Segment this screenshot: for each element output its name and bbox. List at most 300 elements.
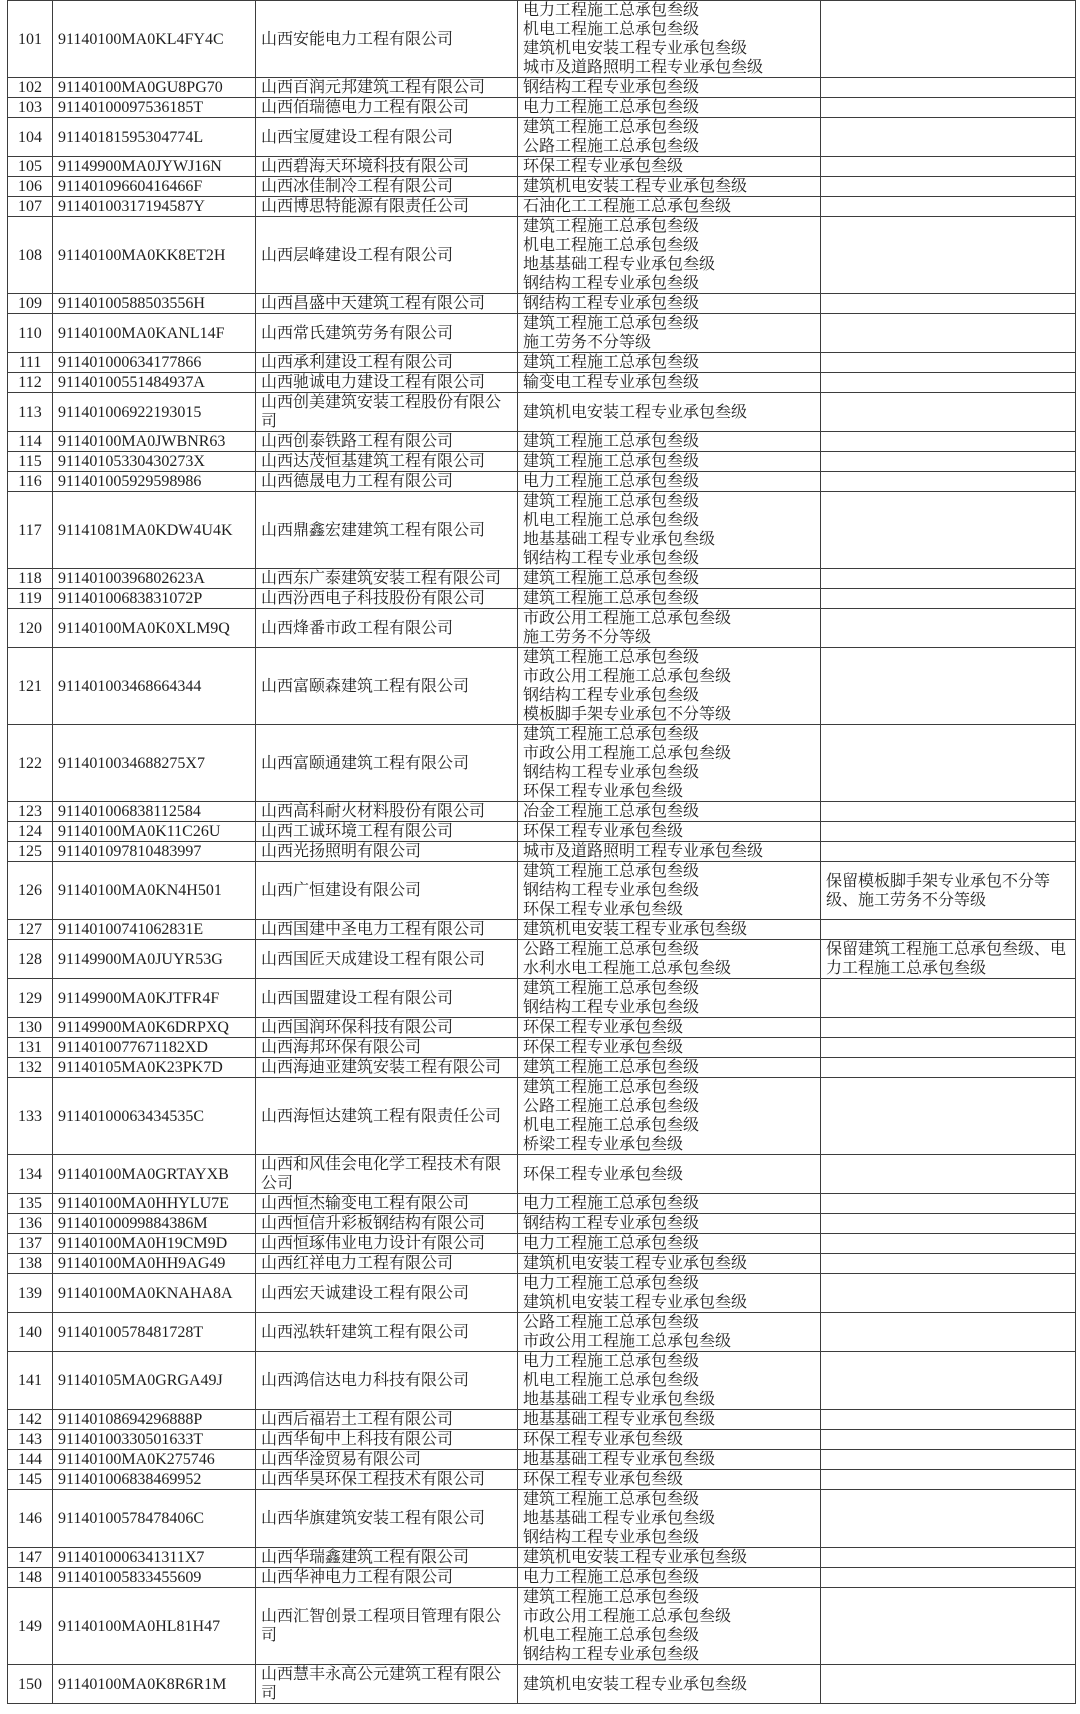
qualifications-cell [518, 862, 821, 920]
credit-code-cell: 91149900MA0KJTFR4F [53, 979, 256, 1018]
table-row [8, 609, 1076, 648]
remarks-cell [821, 725, 1076, 802]
table-row [8, 1058, 1076, 1078]
company-name-cell: 山西百润元邦建筑工程有限公司 [256, 78, 518, 98]
qualification-line: 钢结构工程专业承包叁级 [523, 687, 700, 704]
qualification-line: 环保工程专业承包叁级 [523, 783, 684, 800]
company-name-cell: 山西恒杰输变电工程有限公司 [256, 1194, 518, 1214]
remarks-cell [821, 1470, 1076, 1490]
qualifications-cell [518, 822, 821, 842]
qualification-line: 地基基础工程专业承包叁级 [523, 1510, 716, 1527]
company-name-cell: 山西华甸中上科技有限公司 [256, 1430, 518, 1450]
row-number-cell: 148 [8, 1568, 53, 1588]
credit-code-cell: 9114010006341311X7 [53, 1548, 256, 1568]
company-name-cell: 山西红祥电力工程有限公司 [256, 1254, 518, 1274]
qualification-line: 电力工程施工总承包叁级 [523, 473, 700, 490]
remarks-cell [821, 118, 1076, 157]
credit-code-cell: 91140100317194587Y [53, 197, 256, 217]
remarks-cell [821, 1078, 1076, 1155]
credit-code-cell: 91140100MA0H19CM9D [53, 1234, 256, 1254]
credit-code-cell: 91149900MA0JYWJ16N [53, 157, 256, 177]
qualifications-cell [518, 1155, 821, 1194]
company-name-cell: 山西华瑞鑫建筑工程有限公司 [256, 1548, 518, 1568]
qualification-line: 建筑工程施工总承包叁级 [523, 1491, 700, 1508]
qualifications-cell [518, 1058, 821, 1078]
remarks-cell [821, 432, 1076, 452]
qualifications-cell [518, 979, 821, 1018]
qualification-line: 建筑工程施工总承包叁级 [523, 590, 700, 607]
qualification-line: 钢结构工程专业承包叁级 [523, 1215, 700, 1232]
remarks-cell [821, 609, 1076, 648]
qualification-line: 建筑工程施工总承包叁级 [523, 1079, 700, 1096]
remarks-cell [821, 98, 1076, 118]
remarks-cell [821, 353, 1076, 373]
row-number-cell: 147 [8, 1548, 53, 1568]
table-row [8, 1078, 1076, 1155]
row-number-cell: 131 [8, 1038, 53, 1058]
table-row [8, 842, 1076, 862]
company-name-cell: 山西恒信升彩板钢结构有限公司 [256, 1214, 518, 1234]
qualifications-cell [518, 98, 821, 118]
qualification-line: 机电工程施工总承包叁级 [523, 1372, 700, 1389]
qualifications-cell [518, 1410, 821, 1430]
qualification-line: 电力工程施工总承包叁级 [523, 1353, 700, 1370]
company-name-cell: 山西鼎鑫宏建建筑工程有限公司 [256, 492, 518, 569]
credit-code-cell: 91140100330501633T [53, 1430, 256, 1450]
remarks-cell [821, 314, 1076, 353]
remarks-cell [821, 492, 1076, 569]
qualification-line: 建筑工程施工总承包叁级 [523, 354, 700, 371]
qualifications-cell [518, 78, 821, 98]
qualification-line: 建筑机电安装工程专业承包叁级 [523, 1675, 748, 1693]
remarks-cell [821, 648, 1076, 725]
table-row [8, 920, 1076, 940]
company-name-cell: 山西海迪亚建筑安装工程有限公司 [256, 1058, 518, 1078]
qualification-line: 钢结构工程专业承包叁级 [523, 882, 700, 899]
qualification-line: 水利水电工程施工总承包叁级 [523, 960, 732, 977]
qualification-line: 建筑机电安装工程专业承包叁级 [523, 1255, 748, 1272]
qualifications-cell [518, 118, 821, 157]
qualification-line: 建筑工程施工总承包叁级 [523, 1059, 700, 1076]
credit-code-cell: 91140100MA0KNAHA8A [53, 1274, 256, 1313]
row-number-cell: 122 [8, 725, 53, 802]
table-row [8, 862, 1076, 920]
qualification-line: 环保工程专业承包叁级 [523, 1039, 684, 1056]
row-number-cell: 111 [8, 353, 53, 373]
qualifications-cell [518, 1038, 821, 1058]
qualifications-cell [518, 589, 821, 609]
remarks-cell [821, 1018, 1076, 1038]
table-row [8, 492, 1076, 569]
row-number-cell: 118 [8, 569, 53, 589]
credit-code-cell: 91140105MA0K23PK7D [53, 1058, 256, 1078]
qualifications-cell [518, 197, 821, 217]
remarks-cell: 保留建筑工程施工总承包叁级、电力工程施工总承包叁级 [821, 940, 1076, 979]
qualification-line: 市政公用工程施工总承包叁级 [523, 1333, 732, 1350]
row-number-cell: 124 [8, 822, 53, 842]
credit-code-cell: 911401006838469952 [53, 1470, 256, 1490]
row-number-cell: 149 [8, 1588, 53, 1665]
credit-code-cell: 911401005929598986 [53, 472, 256, 492]
row-number-cell: 104 [8, 118, 53, 157]
qualification-line: 冶金工程施工总承包叁级 [523, 803, 700, 820]
company-name-cell: 山西安能电力工程有限公司 [256, 1, 518, 78]
qualifications-cell [518, 314, 821, 353]
row-number-cell: 101 [8, 1, 53, 78]
row-number-cell: 115 [8, 452, 53, 472]
remarks-cell [821, 1588, 1076, 1665]
table-row [8, 589, 1076, 609]
qualification-table [7, 0, 1076, 1704]
qualifications-cell [518, 842, 821, 862]
company-name-cell: 山西鸿信达电力科技有限公司 [256, 1352, 518, 1410]
row-number-cell: 103 [8, 98, 53, 118]
qualification-line: 建筑机电安装工程专业承包叁级 [523, 40, 748, 57]
credit-code-cell: 91140100MA0HH9AG49 [53, 1254, 256, 1274]
qualification-line: 建筑机电安装工程专业承包叁级 [523, 178, 748, 195]
company-name-cell: 山西华昊环保工程技术有限公司 [256, 1470, 518, 1490]
qualification-line: 钢结构工程专业承包叁级 [523, 764, 700, 781]
row-number-cell: 133 [8, 1078, 53, 1155]
qualification-line: 机电工程施工总承包叁级 [523, 1117, 700, 1134]
table-row [8, 1588, 1076, 1665]
qualification-line: 公路工程施工总承包叁级 [523, 138, 700, 155]
company-name-cell: 山西达茂恒基建筑工程有限公司 [256, 452, 518, 472]
qualification-line: 环保工程专业承包叁级 [523, 158, 684, 175]
company-name-cell: 山西和风佳会电化学工程技术有限公司 [256, 1155, 518, 1194]
credit-code-cell: 91140100683831072P [53, 589, 256, 609]
qualifications-cell [518, 1665, 821, 1704]
remarks-cell [821, 1038, 1076, 1058]
credit-code-cell: 91140100MA0HL81H47 [53, 1588, 256, 1665]
qualification-line: 钢结构工程专业承包叁级 [523, 295, 700, 312]
qualification-line: 建筑机电安装工程专业承包叁级 [523, 1549, 748, 1566]
qualifications-cell [518, 1490, 821, 1548]
row-number-cell: 141 [8, 1352, 53, 1410]
qualifications-cell [518, 353, 821, 373]
qualifications-cell [518, 1254, 821, 1274]
company-name-cell: 山西海恒达建筑工程有限责任公司 [256, 1078, 518, 1155]
remarks-cell [821, 802, 1076, 822]
remarks-cell [821, 589, 1076, 609]
remarks-cell [821, 1548, 1076, 1568]
row-number-cell: 109 [8, 294, 53, 314]
row-number-cell: 138 [8, 1254, 53, 1274]
qualification-line: 市政公用工程施工总承包叁级 [523, 745, 732, 762]
credit-code-cell: 91140100741062831E [53, 920, 256, 940]
qualifications-cell [518, 1568, 821, 1588]
qualification-line: 电力工程施工总承包叁级 [523, 1569, 700, 1586]
qualification-line: 建筑工程施工总承包叁级 [523, 570, 700, 587]
company-name-cell: 山西慧丰永高公元建筑工程有限公司 [256, 1665, 518, 1704]
remarks-cell [821, 822, 1076, 842]
company-name-cell: 山西富颐通建筑工程有限公司 [256, 725, 518, 802]
credit-code-cell: 91140100396802623A [53, 569, 256, 589]
table-row [8, 1313, 1076, 1352]
row-number-cell: 113 [8, 393, 53, 432]
credit-code-cell: 91140100MA0K11C26U [53, 822, 256, 842]
credit-code-cell: 911401006838112584 [53, 802, 256, 822]
credit-code-cell: 91140100MA0KK8ET2H [53, 217, 256, 294]
qualifications-cell [518, 648, 821, 725]
qualifications-cell [518, 1194, 821, 1214]
qualifications-cell [518, 157, 821, 177]
qualification-line: 建筑工程施工总承包叁级 [523, 726, 700, 743]
table-row [8, 393, 1076, 432]
qualifications-cell [518, 472, 821, 492]
table-row [8, 217, 1076, 294]
qualification-line: 市政公用工程施工总承包叁级 [523, 668, 732, 685]
qualification-line: 环保工程专业承包叁级 [523, 1431, 684, 1448]
qualification-line: 城市及道路照明工程专业承包叁级 [523, 843, 764, 860]
table-row [8, 1568, 1076, 1588]
credit-code-cell: 91140100MA0KL4FY4C [53, 1, 256, 78]
table-row [8, 177, 1076, 197]
qualification-line: 建筑工程施工总承包叁级 [523, 315, 700, 332]
remarks-cell [821, 157, 1076, 177]
table-row [8, 432, 1076, 452]
qualification-line: 输变电工程专业承包叁级 [523, 374, 700, 391]
row-number-cell: 110 [8, 314, 53, 353]
qualification-line: 电力工程施工总承包叁级 [523, 1235, 700, 1252]
row-number-cell: 105 [8, 157, 53, 177]
qualification-line: 建筑机电安装工程专业承包叁级 [523, 403, 748, 421]
qualification-line: 建筑工程施工总承包叁级 [523, 119, 700, 136]
remarks-cell [821, 1194, 1076, 1214]
table-row [8, 1430, 1076, 1450]
qualification-line: 钢结构工程专业承包叁级 [523, 550, 700, 567]
company-name-cell: 山西碧海天环境科技有限公司 [256, 157, 518, 177]
qualification-line: 公路工程施工总承包叁级 [523, 1314, 700, 1331]
company-name-cell: 山西华淦贸易有限公司 [256, 1450, 518, 1470]
qualifications-cell [518, 432, 821, 452]
qualification-line: 模板脚手架专业承包不分等级 [523, 706, 732, 723]
qualification-line: 市政公用工程施工总承包叁级 [523, 610, 732, 627]
company-name-cell: 山西创美建筑安装工程股份有限公司 [256, 393, 518, 432]
credit-code-cell: 91140100MA0GU8PG70 [53, 78, 256, 98]
remarks-cell [821, 472, 1076, 492]
qualification-line: 钢结构工程专业承包叁级 [523, 79, 700, 96]
qualification-line: 建筑机电安装工程专业承包叁级 [523, 1294, 748, 1311]
table-row [8, 1490, 1076, 1548]
row-number-cell: 139 [8, 1274, 53, 1313]
row-number-cell: 128 [8, 940, 53, 979]
qualifications-cell [518, 1352, 821, 1410]
remarks-cell [821, 920, 1076, 940]
qualifications-cell [518, 452, 821, 472]
credit-code-cell: 91141081MA0KDW4U4K [53, 492, 256, 569]
qualifications-cell [518, 1450, 821, 1470]
company-name-cell: 山西汇智创景工程项目管理有限公司 [256, 1588, 518, 1665]
qualifications-cell [518, 177, 821, 197]
company-name-cell: 山西国润环保科技有限公司 [256, 1018, 518, 1038]
remarks-cell [821, 979, 1076, 1018]
qualification-line: 环保工程专业承包叁级 [523, 901, 684, 918]
credit-code-cell: 91149900MA0JUYR53G [53, 940, 256, 979]
row-number-cell: 114 [8, 432, 53, 452]
qualifications-cell [518, 217, 821, 294]
credit-code-cell: 91149900MA0K6DRPXQ [53, 1018, 256, 1038]
table-row [8, 1274, 1076, 1313]
qualification-line: 机电工程施工总承包叁级 [523, 237, 700, 254]
table-row [8, 725, 1076, 802]
company-name-cell: 山西宏天诚建设工程有限公司 [256, 1274, 518, 1313]
qualification-line: 电力工程施工总承包叁级 [523, 1275, 700, 1292]
table-row [8, 314, 1076, 353]
remarks-cell [821, 1234, 1076, 1254]
row-number-cell: 108 [8, 217, 53, 294]
qualification-line: 建筑工程施工总承包叁级 [523, 980, 700, 997]
credit-code-cell: 91140100MA0JWBNR63 [53, 432, 256, 452]
qualification-line: 机电工程施工总承包叁级 [523, 1627, 700, 1644]
remarks-cell [821, 1430, 1076, 1450]
row-number-cell: 112 [8, 373, 53, 393]
row-number-cell: 132 [8, 1058, 53, 1078]
table-row [8, 1018, 1076, 1038]
table-row [8, 373, 1076, 393]
qualifications-cell [518, 609, 821, 648]
remarks-cell [821, 1665, 1076, 1704]
qualifications-cell [518, 1234, 821, 1254]
qualifications-cell [518, 802, 821, 822]
remarks-cell [821, 1, 1076, 78]
remarks-cell [821, 1313, 1076, 1352]
credit-code-cell: 91140181595304774L [53, 118, 256, 157]
qualifications-cell [518, 725, 821, 802]
row-number-cell: 137 [8, 1234, 53, 1254]
credit-code-cell: 9114010034688275X7 [53, 725, 256, 802]
company-name-cell: 山西光扬照明有限公司 [256, 842, 518, 862]
credit-code-cell: 9114010077671182XD [53, 1038, 256, 1058]
table-row [8, 1410, 1076, 1430]
row-number-cell: 120 [8, 609, 53, 648]
qualification-line: 建筑工程施工总承包叁级 [523, 218, 700, 235]
remarks-cell [821, 1058, 1076, 1078]
remarks-cell [821, 1450, 1076, 1470]
credit-code-cell: 91140100578481728T [53, 1313, 256, 1352]
remarks-cell [821, 1155, 1076, 1194]
row-number-cell: 129 [8, 979, 53, 1018]
qualifications-cell [518, 569, 821, 589]
credit-code-cell: 911401003468664344 [53, 648, 256, 725]
credit-code-cell: 91140100551484937A [53, 373, 256, 393]
remarks-cell [821, 177, 1076, 197]
table-row [8, 98, 1076, 118]
qualification-line: 环保工程专业承包叁级 [523, 1019, 684, 1036]
row-number-cell: 134 [8, 1155, 53, 1194]
qualification-line: 桥梁工程专业承包叁级 [523, 1136, 684, 1153]
remarks-cell [821, 373, 1076, 393]
company-name-cell: 山西承利建设工程有限公司 [256, 353, 518, 373]
qualifications-cell [518, 1274, 821, 1313]
company-name-cell: 山西国建中圣电力工程有限公司 [256, 920, 518, 940]
table-row [8, 452, 1076, 472]
company-name-cell: 山西创泰铁路工程有限公司 [256, 432, 518, 452]
qualification-line: 钢结构工程专业承包叁级 [523, 1646, 700, 1663]
table-row [8, 1214, 1076, 1234]
qualification-line: 建筑工程施工总承包叁级 [523, 433, 700, 450]
row-number-cell: 119 [8, 589, 53, 609]
qualification-line: 施工劳务不分等级 [523, 629, 652, 646]
row-number-cell: 143 [8, 1430, 53, 1450]
qualification-line: 钢结构工程专业承包叁级 [523, 999, 700, 1016]
remarks-cell [821, 842, 1076, 862]
company-name-cell: 山西后福岩土工程有限公司 [256, 1410, 518, 1430]
credit-code-cell: 91140105MA0GRGA49J [53, 1352, 256, 1410]
table-row [8, 940, 1076, 979]
table-row [8, 1, 1076, 78]
row-number-cell: 146 [8, 1490, 53, 1548]
qualifications-cell [518, 1313, 821, 1352]
credit-code-cell: 91140100MA0K8R6R1M [53, 1665, 256, 1704]
table-row [8, 78, 1076, 98]
credit-code-cell: 91140100097536185T [53, 98, 256, 118]
company-name-cell: 山西冰佳制冷工程有限公司 [256, 177, 518, 197]
company-name-cell: 山西恒琢伟业电力设计有限公司 [256, 1234, 518, 1254]
qualification-line: 电力工程施工总承包叁级 [523, 99, 700, 116]
table-row [8, 1155, 1076, 1194]
row-number-cell: 140 [8, 1313, 53, 1352]
qualification-line: 施工劳务不分等级 [523, 334, 652, 351]
remarks-cell [821, 1568, 1076, 1588]
qualifications-cell [518, 373, 821, 393]
qualifications-cell [518, 1430, 821, 1450]
qualification-line: 电力工程施工总承包叁级 [523, 2, 700, 19]
remarks-cell [821, 1490, 1076, 1548]
qualifications-cell [518, 1018, 821, 1038]
qualification-line: 地基基础工程专业承包叁级 [523, 1411, 716, 1428]
qualifications-cell [518, 294, 821, 314]
company-name-cell: 山西烽番市政工程有限公司 [256, 609, 518, 648]
credit-code-cell: 91140100MA0K0XLM9Q [53, 609, 256, 648]
company-name-cell: 山西国盟建设工程有限公司 [256, 979, 518, 1018]
row-number-cell: 144 [8, 1450, 53, 1470]
company-name-cell: 山西海邦环保有限公司 [256, 1038, 518, 1058]
row-number-cell: 145 [8, 1470, 53, 1490]
row-number-cell: 117 [8, 492, 53, 569]
table-row [8, 1450, 1076, 1470]
remarks-cell [821, 197, 1076, 217]
company-name-cell: 山西国匠天成建设工程有限公司 [256, 940, 518, 979]
qualifications-cell [518, 1470, 821, 1490]
table-row [8, 1548, 1076, 1568]
table-row [8, 802, 1076, 822]
credit-code-cell: 91140100588503556H [53, 294, 256, 314]
remarks-cell [821, 217, 1076, 294]
credit-code-cell: 91140100MA0GRTAYXB [53, 1155, 256, 1194]
qualifications-cell [518, 920, 821, 940]
company-name-cell: 山西富颐森建筑工程有限公司 [256, 648, 518, 725]
table-row [8, 294, 1076, 314]
qualification-line: 公路工程施工总承包叁级 [523, 941, 700, 958]
qualifications-cell [518, 492, 821, 569]
remarks-cell [821, 1254, 1076, 1274]
credit-code-cell: 91140100MA0KANL14F [53, 314, 256, 353]
table-row [8, 569, 1076, 589]
company-name-cell: 山西广恒建设有限公司 [256, 862, 518, 920]
qualification-line: 钢结构工程专业承包叁级 [523, 1529, 700, 1546]
table-row [8, 1254, 1076, 1274]
company-name-cell: 山西东广泰建筑安装工程有限公司 [256, 569, 518, 589]
row-number-cell: 102 [8, 78, 53, 98]
remarks-cell [821, 1274, 1076, 1313]
row-number-cell: 135 [8, 1194, 53, 1214]
remarks-cell [821, 1214, 1076, 1234]
qualifications-cell [518, 1, 821, 78]
table-row [8, 353, 1076, 373]
company-name-cell: 山西华神电力工程有限公司 [256, 1568, 518, 1588]
qualification-line: 环保工程专业承包叁级 [523, 1471, 684, 1488]
